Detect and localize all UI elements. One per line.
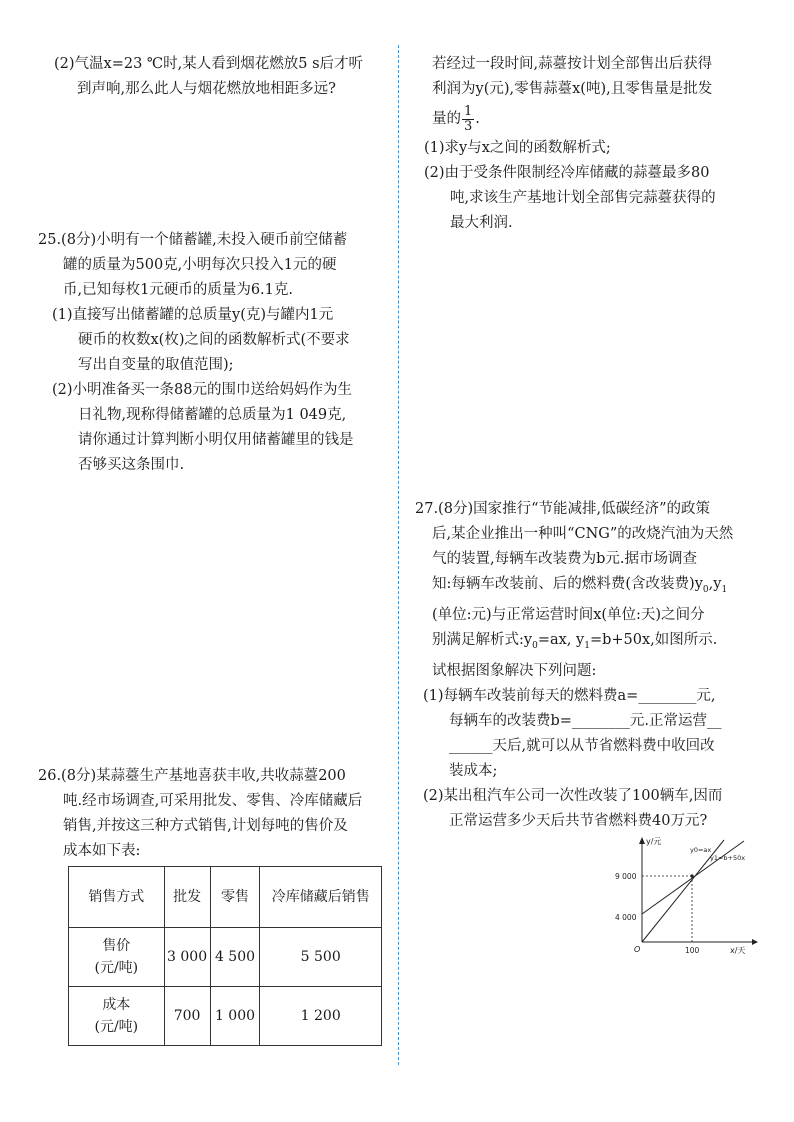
q26-part2-line: 最大利润. [450, 215, 513, 231]
table-row-label [69, 928, 165, 987]
table-cell: 3 000 [164, 928, 210, 987]
line-label-y1: y1=b+50x [710, 854, 746, 862]
row-label-top: 成本 [102, 997, 131, 1013]
q25-part2-line: 日礼物,现称得储蓄罐的总质量为1 049克, [78, 407, 347, 423]
tick-label-9000: 9 000 [615, 872, 637, 881]
row-label-top: 售价 [102, 938, 131, 954]
x-axis-arrow-icon [752, 939, 758, 945]
q26-stem-line: 销售,并按这三种方式销售,计划每吨的售价及 [63, 818, 348, 834]
q26-cont-line [432, 102, 772, 136]
q27-part1-line: (1)每辆车改装前每天的燃料费a=________元, [423, 687, 716, 704]
q26-part2-line: 吨,求该生产基地计划全部售完蒜薹获得的 [450, 190, 716, 206]
question-26-continued [424, 52, 772, 236]
x-axis-label: x/天 [730, 946, 746, 955]
q26-cont-line: 利润为y(元),零售蒜薹x(吨),且零售量是批发 [432, 81, 713, 97]
q27-stem-line: 气的装置,每辆车改装费为b元.据市场调查 [432, 551, 697, 567]
fuel-cost-graph [612, 836, 762, 956]
subscript: 1 [721, 584, 728, 595]
q26-stem-line: 吨.经市场调查,可采用批发、零售、冷库储藏后 [63, 793, 363, 809]
q27-stem-line: 27.(8分)国家推行“节能减排,低碳经济”的政策 [415, 501, 711, 517]
subscript: 1 [584, 640, 590, 651]
intersection-point [690, 874, 693, 877]
q27-part2-line: (2)某出租汽车公司一次性改装了100辆车,因而 [423, 787, 723, 804]
q25-stem-line: 币,已知每枚1元硬币的质量为6.1克. [63, 282, 294, 298]
q25-part2-line: 请你通过计算判断小明仅用储蓄罐里的钱是 [78, 432, 354, 448]
q26-cont-line: 若经过一段时间,蒜薹按计划全部售出后获得 [432, 56, 713, 72]
tick-label-100: 100 [685, 946, 700, 955]
q25-part2-line: (2)小明准备买一条88元的围巾送给妈妈作为生 [52, 382, 352, 398]
subscript: 0 [532, 640, 538, 651]
q27-part1-line: 装成本; [449, 762, 498, 779]
fraction-numerator: 1 [464, 103, 473, 119]
q27-text: =b+50x,如图所示. [589, 631, 718, 648]
q27-stem-line [415, 628, 775, 659]
q27-text: 别满足解析式:y [432, 631, 533, 648]
q24-line: 到声响,那么此人与烟花燃放地相距多远? [77, 81, 336, 97]
subscript: 0 [702, 584, 709, 595]
y-axis-label: y/元 [646, 837, 662, 846]
table-header-row [69, 867, 382, 928]
table-row-label [69, 987, 165, 1046]
table-header-cell: 冷库储藏后销售 [260, 867, 382, 928]
q25-stem-line: 25.(8分)小明有一个储蓄罐,未投入硬币前空储蓄 [38, 232, 348, 248]
y-axis-arrow-icon [639, 837, 645, 844]
table-header-cell: 销售方式 [69, 867, 165, 928]
q26-stem-line: 成本如下表: [63, 843, 141, 859]
q25-part2-line: 否够买这条围巾. [78, 457, 185, 473]
table-header-cell: 零售 [210, 867, 260, 928]
q26-part2-line: (2)由于受条件限制经冷库储藏的蒜薹最多80 [424, 165, 710, 181]
question-26-stem [38, 764, 394, 864]
q27-part1-line: ______天后,就可以从节省燃料费中收回改 [449, 737, 715, 754]
fraction [462, 105, 474, 134]
sales-table [68, 866, 382, 1046]
question-27 [415, 497, 775, 834]
q25-stem-line: 罐的质量为500克,小明每次只投入1元的硬 [63, 257, 337, 273]
line-label-y0: y0=ax [690, 846, 712, 854]
table-cell: 1 200 [260, 987, 382, 1046]
tick-label-4000: 4 000 [615, 913, 637, 922]
fraction-denominator: 3 [464, 118, 473, 134]
q27-part1-line: 每辆车的改装费b=________元.正常运营__ [449, 712, 722, 729]
q26-part1: (1)求y与x之间的函数解析式; [424, 140, 611, 156]
q27-part2-line: 正常运营多少天后共节省燃料费40万元? [449, 812, 708, 829]
table-header-cell: 批发 [164, 867, 210, 928]
column-divider [398, 45, 399, 1065]
q27-text: ,y [708, 576, 722, 592]
row-label-unit: (元/吨) [94, 960, 139, 976]
q25-part1-line: (1)直接写出储蓄罐的总质量y(克)与罐内1元 [52, 307, 334, 323]
q25-part1-line: 硬币的枚数x(枚)之间的函数解析式(不要求 [78, 332, 350, 348]
row-label-unit: (元/吨) [94, 1019, 139, 1035]
question-25 [38, 228, 394, 478]
table-row-price [69, 928, 382, 987]
table-row-cost [69, 987, 382, 1046]
question-24-part-2 [54, 52, 394, 102]
q27-stem-line: (单位:元)与正常运营时间x(单位:天)之间分 [432, 606, 705, 623]
q27-stem-line: 试根据图象解决下列问题: [432, 662, 597, 679]
q27-stem-line [415, 572, 775, 603]
q27-text: =ax, y [537, 631, 585, 648]
q24-line: (2)气温x=23 ℃时,某人看到烟花燃放5 s后才听 [54, 56, 364, 72]
q26-cont-text: 量的 [432, 111, 461, 127]
q26-stem-line: 26.(8分)某蒜薹生产基地喜获丰收,共收蒜薹200 [38, 768, 346, 784]
origin-label: O [634, 945, 641, 954]
table-cell: 5 500 [260, 928, 382, 987]
q27-stem-line: 后,某企业推出一种叫“CNG”的改烧汽油为天然 [432, 526, 734, 542]
table-cell: 700 [164, 987, 210, 1046]
q27-text: 知:每辆车改装前、后的燃料费(含改装费)y [432, 576, 703, 592]
q25-part1-line: 写出自变量的取值范围); [78, 357, 234, 373]
q26-cont-text: . [475, 111, 480, 127]
table-cell: 1 000 [210, 987, 260, 1046]
table-cell: 4 500 [210, 928, 260, 987]
